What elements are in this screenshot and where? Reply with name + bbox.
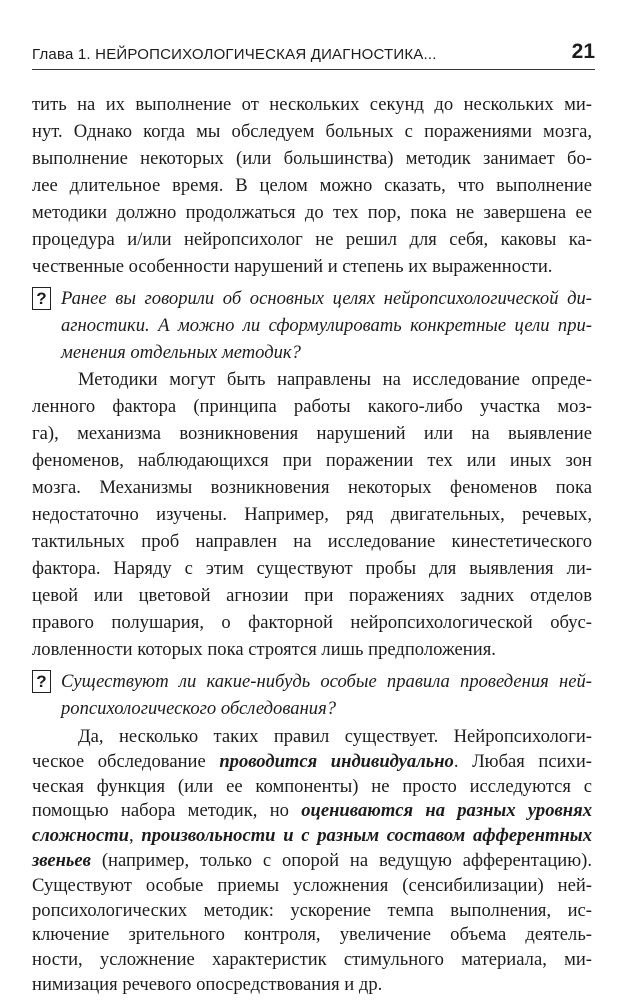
text-line: методики должно продолжаться до тех пор, пока не завершена ее: [32, 202, 592, 223]
text-run: (например, только с опорой на ведущую афферентацию).: [90, 850, 592, 871]
text-line: лее длительное время. В целом можно сказать, что выполнение: [32, 175, 592, 196]
question-line: Существуют ли какие-нибудь особые правила проведения ней-: [61, 671, 592, 692]
text-line: Существуют особые приемы усложнения (сенсибилизации) ней-: [32, 875, 592, 896]
text-line: га), механизма возникновения нарушений или на выявление: [32, 423, 592, 444]
chapter-title: Глава 1. НЕЙРОПСИХОЛОГИЧЕСКАЯ ДИАГНОСТИКА...: [32, 46, 437, 63]
header-rule: [32, 69, 595, 70]
text-line: ческая функция (или ее компоненты) не просто исследуются с: [32, 776, 592, 797]
text-line: чественные особенности нарушений и степень их выраженности.: [32, 256, 553, 277]
text-line: недостаточно изучены. Например, ряд двигательных, речевых,: [32, 504, 592, 525]
text-run: ,: [129, 825, 142, 846]
text-run: ческое обследование: [32, 751, 220, 772]
text-line: ленного фактора (принципа работы какого-либо участка моз-: [32, 396, 592, 417]
text-line: ности, усложнение характеристик стимульного материала, ми-: [32, 949, 592, 970]
text-line: тактильных проб направлен на исследование кинестетического: [32, 531, 592, 552]
question-line: ропсихологического обследования?: [61, 698, 337, 719]
question-line: агностики. А можно ли сформулировать конкретные цели при-: [61, 315, 592, 336]
text-line: Методики могут быть направлены на исследование опреде-: [78, 369, 592, 390]
text-line: мозга. Механизмы возникновения некоторых феноменов пока: [32, 477, 592, 498]
text-line: правого полушария, о факторной нейропсихологической обус-: [32, 612, 592, 633]
text-line: цевой или цветовой агнозии при поражениях задних отделов: [32, 585, 592, 606]
emphasis-text: проводится индивидуально: [219, 751, 454, 772]
question-box-icon: ?: [32, 670, 51, 693]
question-line: Ранее вы говорили об основных целях нейропсихологической ди-: [61, 288, 592, 309]
text-line: феноменов, наблюдающихся при поражении тех или иных зон: [32, 450, 592, 471]
text-line: тить на их выполнение от нескольких секунд до нескольких ми-: [32, 94, 592, 115]
text-line: Да, несколько таких правил существует. Нейропсихологи-: [78, 726, 592, 747]
text-line: ключение зрительного контроля, увеличение объема деятель-: [32, 924, 592, 945]
text-line: выполнение некоторых (или большинства) методик занимает бо-: [32, 148, 592, 169]
text-line: процедура и/или нейропсихолог не решил для себя, каковы ка-: [32, 229, 592, 250]
running-head: [32, 28, 595, 68]
text-line: [32, 848, 592, 873]
emphasis-text: сложности: [32, 825, 130, 846]
emphasis-text: оцениваются на разных уровнях: [301, 800, 592, 821]
text-run: . Любая психи-: [453, 751, 592, 772]
text-line: фактора. Наряду с этим существуют пробы для выявления ли-: [32, 558, 592, 579]
text-line: ропсихологических методик: ускорение темпа выполнения, ис-: [32, 900, 592, 921]
question-line: менения отдельных методик?: [61, 342, 301, 363]
text-line: [32, 749, 592, 774]
text-line: ловленности которых пока строятся лишь предположения.: [32, 639, 496, 660]
emphasis-text: произвольности и с разным составом афферентных: [141, 825, 592, 846]
emphasis-text: звеньев: [32, 850, 91, 871]
text-run: помощью набора методик, но: [32, 800, 302, 821]
page-number: 21: [571, 40, 595, 63]
text-line: нимизация речевого опосредствования и др.: [32, 974, 383, 995]
text-line: [32, 823, 592, 848]
text-line: нут. Однако когда мы обследуем больных с поражениями мозга,: [32, 121, 592, 142]
text-line: [32, 798, 592, 823]
question-box-icon: ?: [32, 287, 51, 310]
